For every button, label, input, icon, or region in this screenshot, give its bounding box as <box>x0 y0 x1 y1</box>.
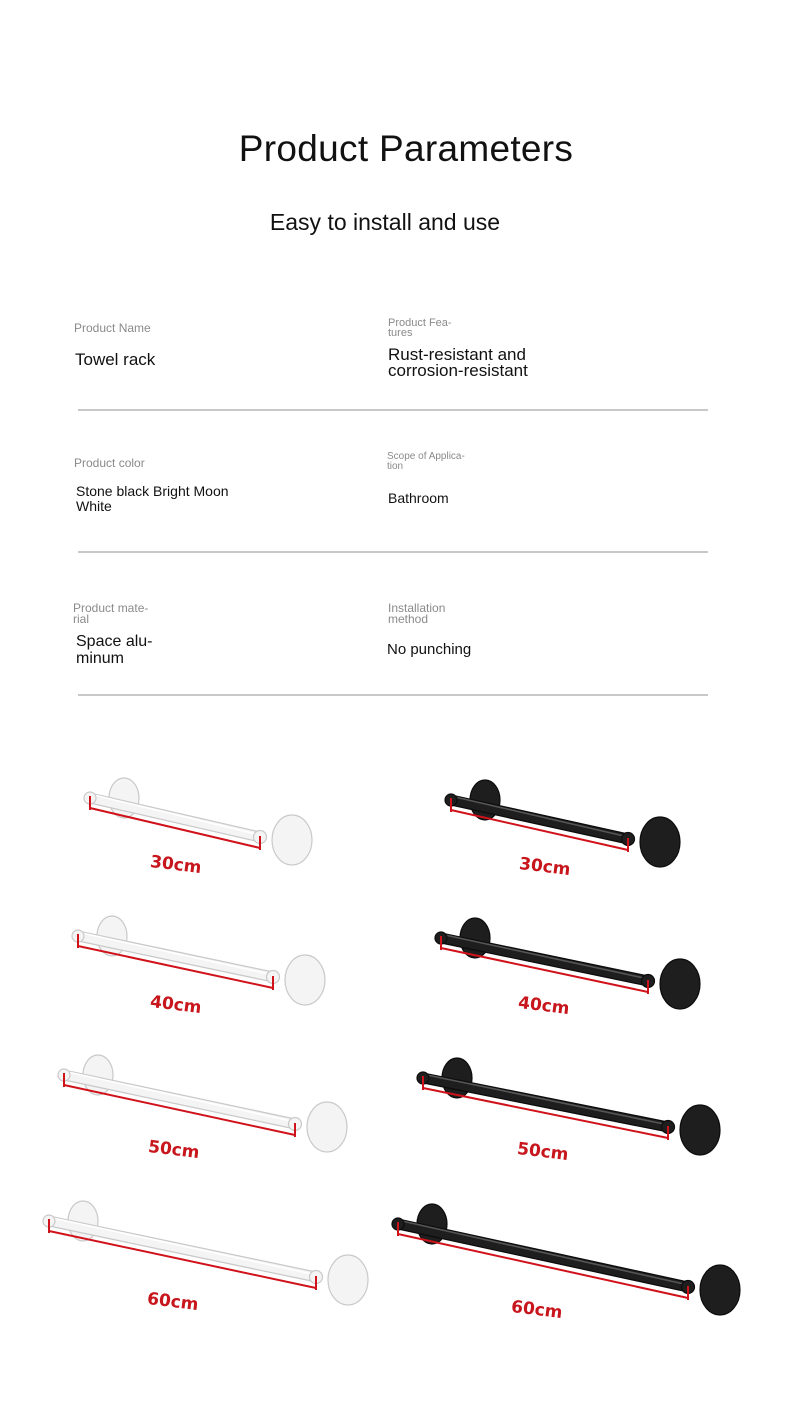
black-rack-size-label: 40cm <box>516 992 571 1020</box>
mount-plate-right <box>328 1255 368 1305</box>
black-rack-size-label: 50cm <box>515 1138 570 1166</box>
rack-bar <box>398 1224 688 1287</box>
white-towel-rack-2 <box>72 916 325 1005</box>
mount-plate-right <box>680 1105 720 1155</box>
mount-plate-right <box>272 815 312 865</box>
rack-bar-highlight <box>402 1221 684 1284</box>
mount-plate-right <box>285 955 325 1005</box>
param-product-name <box>74 323 155 369</box>
measure-line <box>423 1088 668 1138</box>
measure-line <box>398 1234 688 1298</box>
measure-line <box>64 1085 295 1135</box>
param-label: Product Fea- tures <box>388 317 452 339</box>
mount-plate-right <box>660 959 700 1009</box>
black-rack-size-label: 60cm <box>509 1296 564 1324</box>
param-value: No punching <box>387 641 472 658</box>
param-product-color <box>74 458 229 514</box>
page-subtitle: Easy to install and use <box>269 209 501 235</box>
mount-plate-right <box>700 1265 740 1315</box>
white-rack-size-label: 60cm <box>145 1288 200 1316</box>
rack-bar <box>49 1221 316 1277</box>
param-value: Stone black Bright Moon White <box>76 483 229 514</box>
towel-rack-size-gallery <box>0 760 790 1360</box>
black-rack-size-label: 30cm <box>517 853 572 881</box>
divider <box>78 551 708 553</box>
param-label: Installation method <box>388 601 446 626</box>
white-rack-size-label: 40cm <box>148 991 203 1019</box>
rack-bar-highlight <box>427 1075 664 1124</box>
param-value: Rust-resistant and corrosion-resistant <box>388 345 528 380</box>
divider <box>78 694 708 696</box>
rack-bar <box>441 938 648 981</box>
white-towel-rack-4 <box>43 1201 368 1305</box>
param-label: Product mate- rial <box>73 601 149 626</box>
param-label: Product color <box>74 456 145 470</box>
rack-bar <box>90 798 260 837</box>
rack-bar-highlight <box>53 1218 312 1274</box>
param-label: Product Name <box>74 321 151 335</box>
param-value: Bathroom <box>388 490 449 506</box>
white-towel-rack-3 <box>58 1055 347 1152</box>
black-towel-rack-3 <box>417 1058 720 1155</box>
param-value: Space alu- minum <box>76 633 153 667</box>
measure-line <box>49 1231 316 1288</box>
white-towel-rack-1 <box>84 778 312 865</box>
param-label: Scope of Applica- tion <box>387 451 465 472</box>
rack-bar <box>64 1075 295 1124</box>
rack-bar <box>451 800 628 839</box>
param-product-features <box>388 318 528 379</box>
param-scope-of-application <box>387 452 465 506</box>
black-towel-rack-1 <box>445 780 680 867</box>
towel-rack-illustrations <box>0 760 790 1360</box>
rack-bar-highlight <box>68 1072 291 1121</box>
param-installation-method <box>388 603 471 658</box>
param-value: Towel rack <box>75 350 156 369</box>
divider <box>78 409 708 411</box>
mount-plate-right <box>307 1102 347 1152</box>
black-towel-rack-4 <box>392 1204 740 1315</box>
rack-bar <box>78 936 273 977</box>
black-towel-rack-2 <box>435 918 700 1009</box>
param-product-material <box>73 603 153 667</box>
page-title: Product Parameters <box>238 128 574 169</box>
white-rack-size-label: 30cm <box>148 851 203 879</box>
rack-bar <box>423 1078 668 1127</box>
mount-plate-right <box>640 817 680 867</box>
white-rack-size-label: 50cm <box>146 1136 201 1164</box>
